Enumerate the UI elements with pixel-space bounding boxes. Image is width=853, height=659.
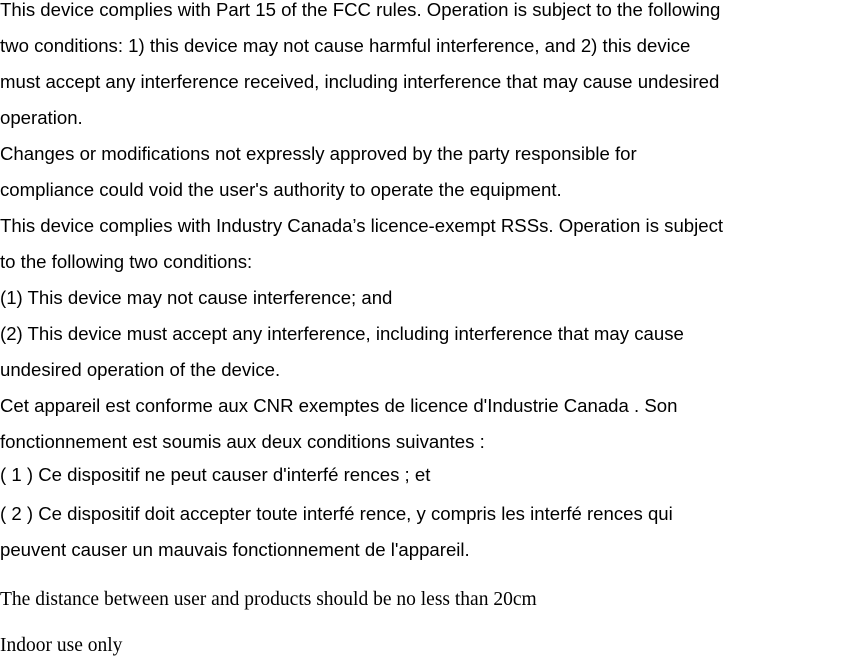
fcc-line-6: compliance could void the user's authority to operate the equipment. <box>0 179 562 200</box>
fcc-line-5: Changes or modifications not expressly approved by the party responsible for <box>0 143 637 164</box>
fcc-line-4: operation. <box>0 107 83 128</box>
ic-fr-line-3: ( 1 ) Ce dispositif ne peut causer d'interfé rences ; et <box>0 464 431 485</box>
fcc-line-1: This device complies with Part 15 of the FCC rules. Operation is subject to the following <box>0 0 721 20</box>
fcc-line-3: must accept any interference received, including interference that may cause undesired <box>0 71 720 92</box>
indoor-use-note: Indoor use only <box>0 635 123 656</box>
ic-fr-line-5: peuvent causer un mauvais fonctionnement de l'appareil. <box>0 539 470 560</box>
ic-en-line-4: (2) This device must accept any interference, including interference that may cause <box>0 323 684 344</box>
ic-fr-line-4: ( 2 ) Ce dispositif doit accepter toute interfé rence, y compris les interfé rences qui <box>0 503 673 524</box>
ic-fr-line-2: fonctionnement est soumis aux deux conditions suivantes : <box>0 431 485 452</box>
ic-fr-line-1: Cet appareil est conforme aux CNR exemptes de licence d'Industrie Canada . Son <box>0 395 678 416</box>
distance-note: The distance between user and products should be no less than 20cm <box>0 589 537 610</box>
ic-en-line-1: This device complies with Industry Canada’s licence-exempt RSSs. Operation is subject <box>0 215 724 236</box>
fcc-line-2: two conditions: 1) this device may not cause harmful interference, and 2) this device <box>0 35 691 56</box>
ic-en-line-2: to the following two conditions: <box>0 251 253 272</box>
ic-en-line-5: undesired operation of the device. <box>0 359 281 380</box>
ic-en-line-3: (1) This device may not cause interference; and <box>0 287 393 308</box>
